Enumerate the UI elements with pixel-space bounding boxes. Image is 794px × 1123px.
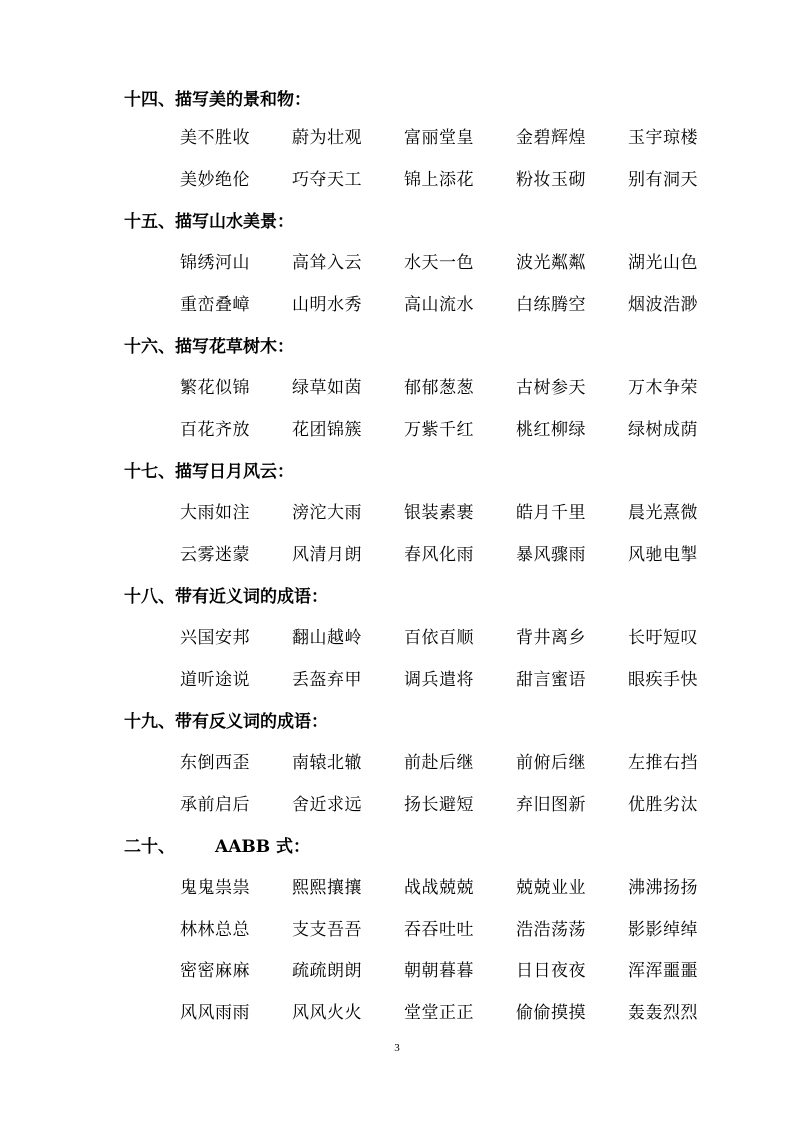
- idiom: 疏疏朗朗: [292, 961, 362, 981]
- idiom: 晨光熹微: [628, 503, 698, 523]
- idiom: 春风化雨: [404, 545, 474, 565]
- idiom-row: [0, 919, 794, 941]
- idiom: 暴风骤雨: [516, 545, 586, 565]
- idiom-row: [0, 627, 794, 649]
- idiom: 舍近求远: [292, 795, 362, 815]
- idiom: 丢盔弃甲: [292, 670, 362, 690]
- idiom: 支支吾吾: [292, 920, 362, 940]
- idiom: 长吁短叹: [628, 628, 698, 648]
- idiom: 南辕北辙: [292, 753, 362, 773]
- idiom: 密密麻麻: [180, 961, 250, 981]
- idiom: 背井离乡: [516, 628, 586, 648]
- idiom: 大雨如注: [180, 503, 250, 523]
- idiom: 富丽堂皇: [404, 128, 474, 148]
- section-heading: [124, 837, 310, 857]
- idiom: 巧夺天工: [292, 170, 362, 190]
- idiom: 熙熙攘攘: [292, 878, 362, 898]
- idiom: 花团锦簇: [292, 420, 362, 440]
- idiom: 兢兢业业: [516, 878, 586, 898]
- idiom: 甜言蜜语: [516, 670, 586, 690]
- idiom: 锦上添花: [404, 170, 474, 190]
- idiom: 前赴后继: [404, 753, 474, 773]
- idiom-row: [0, 544, 794, 566]
- idiom: 浑浑噩噩: [628, 961, 698, 981]
- page-number: 3: [394, 1042, 400, 1054]
- idiom: 轰轰烈烈: [628, 1003, 698, 1023]
- idiom-row: [0, 252, 794, 274]
- idiom-row: [0, 502, 794, 524]
- idiom: 繁花似锦: [180, 378, 250, 398]
- idiom-row: [0, 960, 794, 982]
- idiom: 朝朝暮暮: [404, 961, 474, 981]
- idiom-row: [0, 169, 794, 191]
- idiom: 金碧辉煌: [516, 128, 586, 148]
- idiom: 桃红柳绿: [516, 420, 586, 440]
- idiom: 湖光山色: [628, 253, 698, 273]
- idiom: 万紫千红: [404, 420, 474, 440]
- idiom: 沸沸扬扬: [628, 878, 698, 898]
- idiom: 风清月朗: [292, 545, 362, 565]
- idiom: 百依百顺: [404, 628, 474, 648]
- idiom: 眼疾手快: [628, 670, 698, 690]
- idiom: 堂堂正正: [404, 1003, 474, 1023]
- idiom: 鬼鬼祟祟: [180, 878, 250, 898]
- idiom: 滂沱大雨: [292, 503, 362, 523]
- idiom: 兴国安邦: [180, 628, 250, 648]
- idiom: 风驰电掣: [628, 545, 698, 565]
- idiom-row: [0, 877, 794, 899]
- idiom-row: [0, 377, 794, 399]
- idiom: 风风火火: [292, 1003, 362, 1023]
- idiom: 东倒西歪: [180, 753, 250, 773]
- idiom: 林林总总: [180, 920, 250, 940]
- idiom: 玉宇琼楼: [628, 128, 698, 148]
- idiom: 银装素裹: [404, 503, 474, 523]
- idiom: 风风雨雨: [180, 1003, 250, 1023]
- idiom-row: [0, 419, 794, 441]
- section-heading: 十八、带有近义词的成语：: [124, 587, 328, 607]
- idiom: 粉妆玉砌: [516, 170, 586, 190]
- section-heading: 十五、描写山水美景：: [124, 212, 294, 232]
- idiom: 皓月千里: [516, 503, 586, 523]
- section-heading: 十七、描写日月风云：: [124, 462, 294, 482]
- idiom: 郁郁葱葱: [404, 378, 474, 398]
- idiom-row: [0, 1002, 794, 1024]
- idiom: 百花齐放: [180, 420, 250, 440]
- idiom: 翻山越岭: [292, 628, 362, 648]
- idiom: 烟波浩渺: [628, 295, 698, 315]
- idiom: 偷偷摸摸: [516, 1003, 586, 1023]
- idiom: 绿草如茵: [292, 378, 362, 398]
- idiom: 锦绣河山: [180, 253, 250, 273]
- section-heading: 十六、描写花草树木：: [124, 337, 294, 357]
- idiom: 古树参天: [516, 378, 586, 398]
- idiom: 吞吞吐吐: [404, 920, 474, 940]
- idiom: 绿树成荫: [628, 420, 698, 440]
- idiom: 调兵遣将: [404, 670, 474, 690]
- idiom: 左推右挡: [628, 753, 698, 773]
- idiom-row: [0, 127, 794, 149]
- idiom-row: [0, 752, 794, 774]
- idiom: 战战兢兢: [404, 878, 474, 898]
- idiom-row: [0, 294, 794, 316]
- idiom: 道听途说: [180, 670, 250, 690]
- idiom: 白练腾空: [516, 295, 586, 315]
- section-heading: 十九、带有反义词的成语：: [124, 712, 328, 732]
- idiom: 高山流水: [404, 295, 474, 315]
- idiom: 别有洞天: [628, 170, 698, 190]
- idiom: 高耸入云: [292, 253, 362, 273]
- section-heading-number: 二十、: [124, 837, 175, 857]
- idiom: 弃旧图新: [516, 795, 586, 815]
- idiom: 云雾迷蒙: [180, 545, 250, 565]
- idiom: 扬长避短: [404, 795, 474, 815]
- idiom: 美不胜收: [180, 128, 250, 148]
- idiom: 水天一色: [404, 253, 474, 273]
- idiom: 蔚为壮观: [292, 128, 362, 148]
- idiom: 万木争荣: [628, 378, 698, 398]
- idiom: 波光粼粼: [516, 253, 586, 273]
- idiom: 重峦叠嶂: [180, 295, 250, 315]
- section-heading: 十四、描写美的景和物：: [124, 90, 311, 110]
- idiom: 美妙绝伦: [180, 170, 250, 190]
- idiom: 影影绰绰: [628, 920, 698, 940]
- idiom: 山明水秀: [292, 295, 362, 315]
- idiom: 日日夜夜: [516, 961, 586, 981]
- section-heading-pattern: AABB 式：: [215, 837, 311, 857]
- idiom: 前俯后继: [516, 753, 586, 773]
- idiom-row: [0, 794, 794, 816]
- idiom: 浩浩荡荡: [516, 920, 586, 940]
- idiom: 优胜劣汰: [628, 795, 698, 815]
- idiom: 承前启后: [180, 795, 250, 815]
- idiom-row: [0, 669, 794, 691]
